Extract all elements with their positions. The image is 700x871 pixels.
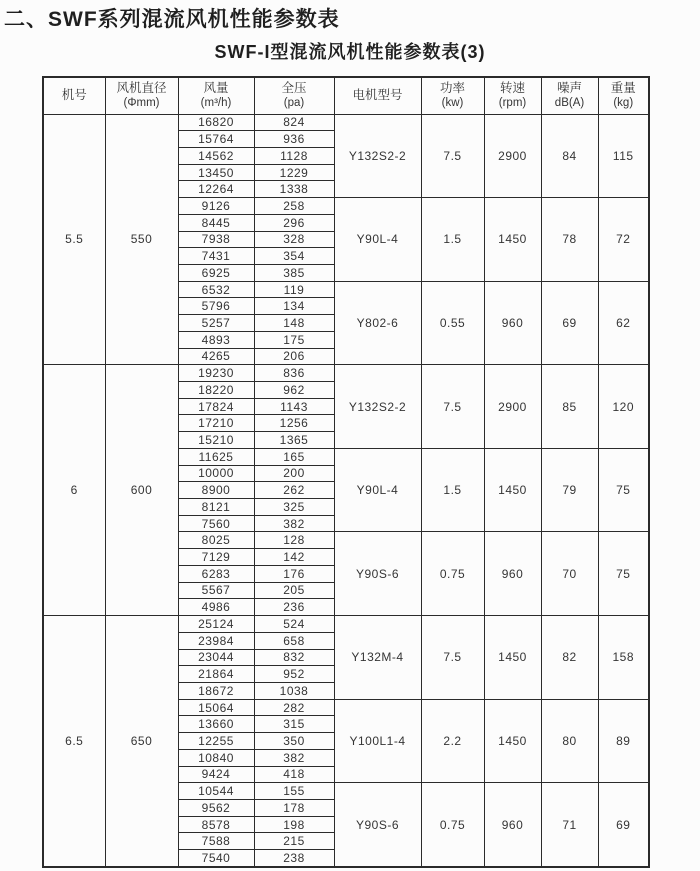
cell-airflow: 6283 [178, 565, 254, 582]
table-row [43, 114, 649, 131]
cell-pressure: 1128 [254, 147, 334, 164]
cell-noise: 71 [541, 783, 598, 867]
cell-weight: 72 [598, 198, 649, 282]
cell-speed: 960 [484, 783, 541, 867]
col-header-airflow [178, 77, 254, 114]
cell-pressure: 1365 [254, 432, 334, 449]
cell-weight: 69 [598, 783, 649, 867]
cell-noise: 82 [541, 616, 598, 700]
cell-pressure: 178 [254, 799, 334, 816]
cell-airflow: 18672 [178, 682, 254, 699]
cell-power: 1.5 [421, 198, 484, 282]
cell-pressure: 155 [254, 783, 334, 800]
col-header-weight [598, 77, 649, 114]
cell-pressure: 238 [254, 850, 334, 867]
header-unit: (pa) [283, 97, 305, 110]
cell-noise: 84 [541, 114, 598, 198]
header-unit: (m³/h) [200, 97, 232, 110]
cell-noise: 70 [541, 532, 598, 616]
cell-pressure: 936 [254, 131, 334, 148]
cell-noise: 69 [541, 281, 598, 365]
cell-pressure: 262 [254, 482, 334, 499]
table-title: SWF-I型混流风机性能参数表(3) [214, 42, 486, 62]
header-unit: (rpm) [498, 97, 527, 110]
cell-airflow: 23044 [178, 649, 254, 666]
cell-pressure: 418 [254, 766, 334, 783]
cell-pressure: 1038 [254, 682, 334, 699]
header-unit: (Φmm) [123, 97, 160, 110]
cell-airflow: 8025 [178, 532, 254, 549]
cell-airflow: 8578 [178, 816, 254, 833]
cell-airflow: 8121 [178, 499, 254, 516]
cell-airflow: 23984 [178, 632, 254, 649]
cell-weight: 120 [598, 365, 649, 449]
cell-pressure: 1338 [254, 181, 334, 198]
cell-pressure: 952 [254, 666, 334, 683]
cell-airflow: 13660 [178, 716, 254, 733]
cell-pressure: 962 [254, 382, 334, 399]
cell-fan-size: 6 [43, 365, 105, 616]
cell-airflow: 4265 [178, 348, 254, 365]
cell-speed: 2900 [484, 114, 541, 198]
cell-noise: 85 [541, 365, 598, 449]
header-row [43, 77, 649, 114]
header-label: 转速 [499, 80, 525, 95]
header-label: 风机直径 [116, 80, 167, 95]
cell-power: 7.5 [421, 114, 484, 198]
cell-speed: 1450 [484, 616, 541, 700]
cell-pressure: 354 [254, 248, 334, 265]
cell-pressure: 385 [254, 264, 334, 281]
cell-pressure: 836 [254, 365, 334, 382]
cell-airflow: 15064 [178, 699, 254, 716]
header-label: 全压 [281, 80, 307, 95]
cell-motor-model: Y90S-6 [334, 532, 421, 616]
cell-power: 0.55 [421, 281, 484, 365]
cell-pressure: 1143 [254, 398, 334, 415]
cell-speed: 960 [484, 532, 541, 616]
cell-pressure: 176 [254, 565, 334, 582]
cell-airflow: 12255 [178, 733, 254, 750]
cell-airflow: 21864 [178, 666, 254, 683]
cell-power: 1.5 [421, 448, 484, 532]
cell-speed: 1450 [484, 198, 541, 282]
cell-pressure: 215 [254, 833, 334, 850]
cell-airflow: 9562 [178, 799, 254, 816]
cell-pressure: 236 [254, 599, 334, 616]
cell-power: 2.2 [421, 699, 484, 783]
cell-pressure: 148 [254, 315, 334, 332]
header-unit: (kg) [613, 97, 634, 110]
cell-pressure: 832 [254, 649, 334, 666]
cell-airflow: 6925 [178, 264, 254, 281]
cell-pressure: 382 [254, 515, 334, 532]
table-row [43, 365, 649, 382]
cell-airflow: 7540 [178, 850, 254, 867]
cell-pressure: 134 [254, 298, 334, 315]
cell-power: 7.5 [421, 365, 484, 449]
cell-airflow: 14562 [178, 147, 254, 164]
cell-airflow: 5796 [178, 298, 254, 315]
cell-airflow: 7560 [178, 515, 254, 532]
cell-airflow: 8900 [178, 482, 254, 499]
cell-airflow: 5567 [178, 582, 254, 599]
cell-pressure: 175 [254, 331, 334, 348]
fan-performance-table [42, 76, 650, 868]
col-header-fan-size [43, 77, 105, 114]
cell-airflow: 12264 [178, 181, 254, 198]
cell-airflow: 9424 [178, 766, 254, 783]
col-header-speed [484, 77, 541, 114]
cell-airflow: 9126 [178, 198, 254, 215]
cell-weight: 75 [598, 448, 649, 532]
cell-motor-model: Y90L-4 [334, 448, 421, 532]
cell-airflow: 10544 [178, 783, 254, 800]
cell-motor-model: Y90L-4 [334, 198, 421, 282]
cell-motor-model: Y132M-4 [334, 616, 421, 700]
col-header-motor-model [334, 77, 421, 114]
cell-airflow: 25124 [178, 616, 254, 633]
cell-airflow: 11625 [178, 448, 254, 465]
cell-airflow: 15210 [178, 432, 254, 449]
cell-pressure: 142 [254, 549, 334, 566]
cell-weight: 158 [598, 616, 649, 700]
cell-pressure: 128 [254, 532, 334, 549]
col-header-pressure [254, 77, 334, 114]
cell-motor-model: Y90S-6 [334, 783, 421, 867]
cell-pressure: 258 [254, 198, 334, 215]
cell-airflow: 4893 [178, 331, 254, 348]
cell-pressure: 824 [254, 114, 334, 131]
cell-airflow: 15764 [178, 131, 254, 148]
cell-pressure: 658 [254, 632, 334, 649]
cell-airflow: 16820 [178, 114, 254, 131]
table-header [43, 77, 649, 114]
cell-noise: 79 [541, 448, 598, 532]
cell-pressure: 206 [254, 348, 334, 365]
cell-fan-size: 5.5 [43, 114, 105, 365]
cell-pressure: 1256 [254, 415, 334, 432]
cell-pressure: 1229 [254, 164, 334, 181]
cell-airflow: 13450 [178, 164, 254, 181]
cell-pressure: 328 [254, 231, 334, 248]
cell-motor-model: Y802-6 [334, 281, 421, 365]
cell-noise: 80 [541, 699, 598, 783]
cell-airflow: 10000 [178, 465, 254, 482]
cell-pressure: 205 [254, 582, 334, 599]
page-title: 二、SWF系列混流风机性能参数表 [4, 8, 340, 31]
cell-airflow: 6532 [178, 281, 254, 298]
cell-power: 0.75 [421, 783, 484, 867]
cell-airflow: 19230 [178, 365, 254, 382]
cell-power: 0.75 [421, 532, 484, 616]
table-body [43, 114, 649, 867]
header-label: 机号 [61, 87, 87, 102]
cell-pressure: 119 [254, 281, 334, 298]
table-row [43, 616, 649, 633]
cell-pressure: 325 [254, 499, 334, 516]
header-label: 功率 [439, 80, 465, 95]
cell-motor-model: Y132S2-2 [334, 114, 421, 198]
cell-airflow: 8445 [178, 214, 254, 231]
cell-motor-model: Y100L1-4 [334, 699, 421, 783]
cell-speed: 1450 [484, 448, 541, 532]
cell-speed: 2900 [484, 365, 541, 449]
col-header-noise [541, 77, 598, 114]
cell-speed: 1450 [484, 699, 541, 783]
cell-motor-model: Y132S2-2 [334, 365, 421, 449]
cell-airflow: 10840 [178, 749, 254, 766]
cell-pressure: 165 [254, 448, 334, 465]
cell-fan-size: 6.5 [43, 616, 105, 867]
cell-airflow: 7129 [178, 549, 254, 566]
cell-airflow: 17824 [178, 398, 254, 415]
cell-airflow: 7588 [178, 833, 254, 850]
header-label: 电机型号 [352, 87, 403, 102]
cell-airflow: 5257 [178, 315, 254, 332]
cell-weight: 89 [598, 699, 649, 783]
header-unit: dB(A) [554, 97, 585, 110]
cell-pressure: 315 [254, 716, 334, 733]
cell-power: 7.5 [421, 616, 484, 700]
col-header-power [421, 77, 484, 114]
cell-weight: 115 [598, 114, 649, 198]
cell-noise: 78 [541, 198, 598, 282]
cell-diameter: 550 [105, 114, 178, 365]
header-unit: (kw) [441, 97, 464, 110]
cell-pressure: 282 [254, 699, 334, 716]
cell-pressure: 296 [254, 214, 334, 231]
cell-pressure: 200 [254, 465, 334, 482]
cell-pressure: 524 [254, 616, 334, 633]
cell-speed: 960 [484, 281, 541, 365]
header-label: 风量 [203, 80, 229, 95]
cell-airflow: 7938 [178, 231, 254, 248]
cell-airflow: 18220 [178, 382, 254, 399]
cell-pressure: 198 [254, 816, 334, 833]
cell-diameter: 600 [105, 365, 178, 616]
col-header-diameter [105, 77, 178, 114]
cell-diameter: 650 [105, 616, 178, 867]
cell-airflow: 7431 [178, 248, 254, 265]
cell-weight: 75 [598, 532, 649, 616]
cell-pressure: 350 [254, 733, 334, 750]
header-label: 噪声 [556, 80, 582, 95]
cell-airflow: 17210 [178, 415, 254, 432]
cell-airflow: 4986 [178, 599, 254, 616]
cell-weight: 62 [598, 281, 649, 365]
header-label: 重量 [610, 80, 636, 95]
cell-pressure: 382 [254, 749, 334, 766]
